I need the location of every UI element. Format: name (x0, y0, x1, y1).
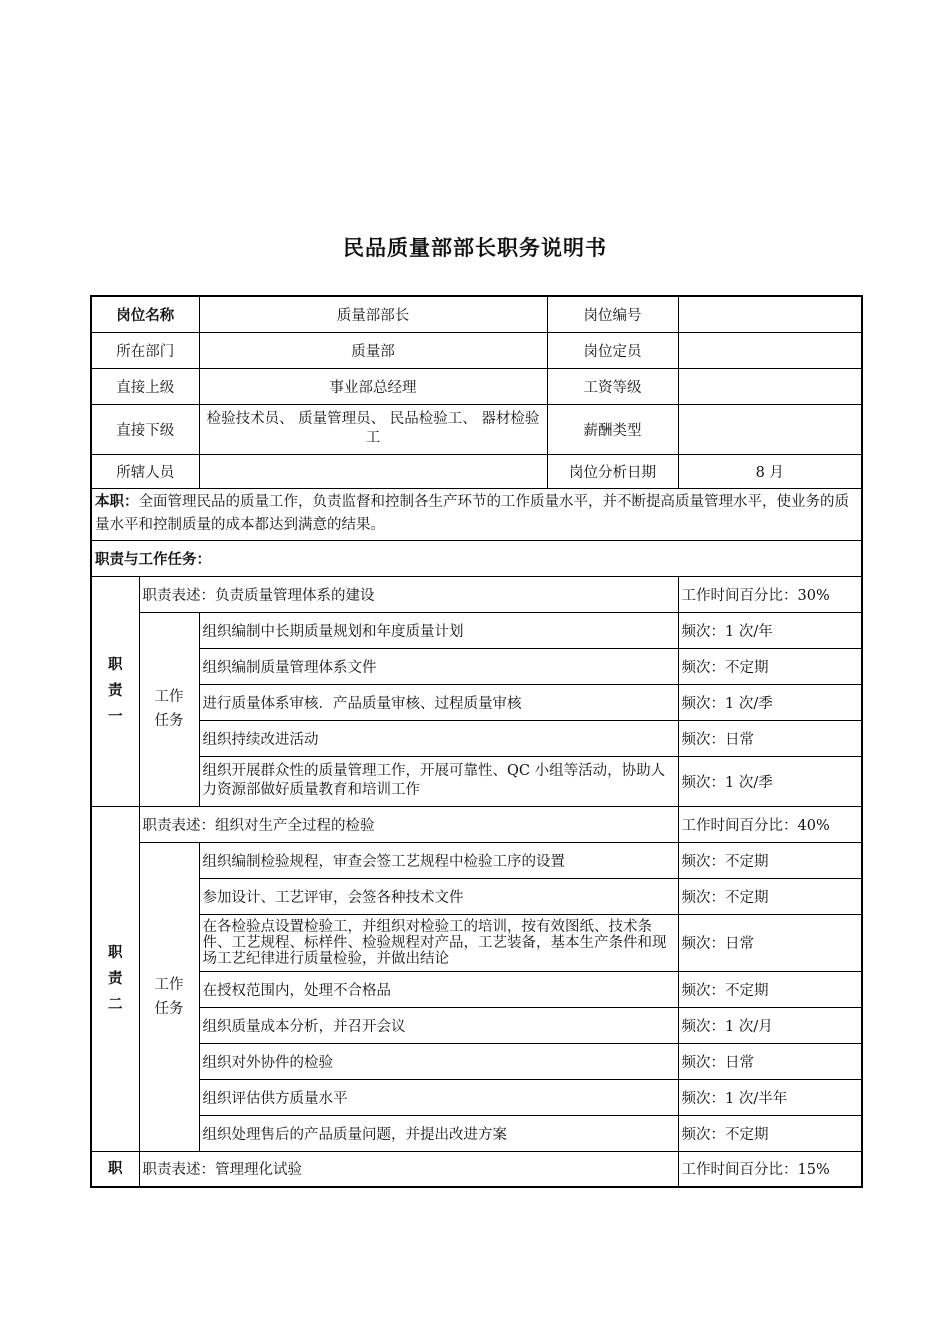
row-core-duty (91, 488, 862, 540)
duty-2-task-row (91, 1079, 862, 1115)
duty-3-percent: 工作时间百分比：15% (678, 1151, 862, 1187)
duty-1-task-4: 组织持续改进活动 (199, 720, 678, 756)
row-staff (91, 454, 862, 488)
duty-2-task-2: 参加设计、工艺评审，会签各种技术文件 (199, 878, 678, 914)
grade-value (678, 368, 862, 404)
staff-label: 所辖人员 (91, 454, 199, 488)
duty-1-desc-row (91, 576, 862, 612)
duty-1-task-row (91, 756, 862, 806)
duty-1-task-2: 组织编制质量管理体系文件 (199, 648, 678, 684)
salary-type-label: 薪酬类型 (547, 404, 678, 454)
duty-1-percent: 工作时间百分比：30% (678, 576, 862, 612)
duty-2-freq-5: 频次：1 次/月 (678, 1007, 862, 1043)
duty-2-task-row (91, 878, 862, 914)
duty-2-freq-1: 频次：不定期 (678, 842, 862, 878)
duty-2-label (91, 806, 139, 1151)
duty-1-task-label-2: 任务 (154, 713, 184, 729)
row-subordinate (91, 404, 862, 454)
duty-2-task-7: 组织评估供方质量水平 (199, 1079, 678, 1115)
duty-1-label (91, 576, 139, 806)
duty-2-task-label-1: 工作 (154, 976, 184, 993)
analysis-date-label: 岗位分析日期 (547, 454, 678, 488)
quota-value (678, 332, 862, 368)
duty-2-char-2: 责 (108, 970, 123, 987)
duty-1-task-label (139, 612, 199, 806)
duty-1-char-2: 责 (108, 683, 123, 699)
post-name-label: 岗位名称 (91, 296, 199, 332)
core-duty (91, 488, 862, 540)
duty-2-freq-8: 频次：不定期 (678, 1115, 862, 1151)
duty-1-task-row (91, 720, 862, 756)
duty-1-freq-3: 频次：1 次/季 (678, 684, 862, 720)
duty-2-desc-row (91, 806, 862, 842)
duty-1-task-row (91, 612, 862, 648)
duty-2-task-label-2: 任务 (154, 1000, 184, 1017)
subordinate-value: 检验技术员、 质量管理员、 民品检验工、 器材检验工 (199, 404, 547, 454)
duty-2-freq-6: 频次：日常 (678, 1043, 862, 1079)
duty-2-task-row (91, 1043, 862, 1079)
duty-2-percent: 工作时间百分比：40% (678, 806, 862, 842)
duty-2-desc: 职责表述：组织对生产全过程的检验 (139, 806, 678, 842)
post-name-value: 质量部部长 (199, 296, 547, 332)
subordinate-label: 直接下级 (91, 404, 199, 454)
duty-2-task-3: 在各检验点设置检验工，并组织对检验工的培训，按有效图纸、技术条件、工艺规程、标样件、检验规程对产品，工艺装备，基本生产条件和现场工艺纪律进行质量检验，并做出结论 (199, 914, 678, 971)
superior-value: 事业部总经理 (199, 368, 547, 404)
duty-1-task-1: 组织编制中长期质量规划和年度质量计划 (199, 612, 678, 648)
duty-2-task-row (91, 1007, 862, 1043)
duty-2-task-4: 在授权范围内，处理不合格品 (199, 971, 678, 1007)
duty-2-char-1: 职 (108, 944, 123, 961)
duty-1-task-3: 进行质量体系审核．产品质量审核、过程质量审核 (199, 684, 678, 720)
duty-2-char-3: 二 (108, 996, 123, 1013)
duty-2-freq-7: 频次：1 次/半年 (678, 1079, 862, 1115)
row-section-title (91, 540, 862, 576)
duty-2-freq-3: 频次：日常 (678, 914, 862, 971)
row-department (91, 332, 862, 368)
staff-value (199, 454, 547, 488)
duty-1-task-row (91, 648, 862, 684)
duty-1-char-3: 一 (108, 709, 123, 725)
quota-label: 岗位定员 (547, 332, 678, 368)
duty-1-desc: 职责表述：负责质量管理体系的建设 (139, 576, 678, 612)
duty-2-freq-4: 频次：不定期 (678, 971, 862, 1007)
duty-3-desc-row (91, 1151, 862, 1187)
superior-label: 直接上级 (91, 368, 199, 404)
duty-2-task-6: 组织对外协件的检验 (199, 1043, 678, 1079)
document-title: 民品质量部部长职务说明书 (343, 236, 607, 260)
duty-3-label: 职 (91, 1151, 139, 1187)
row-post-name (91, 296, 862, 332)
duty-2-task-8: 组织处理售后的产品质量问题，并提出改进方案 (199, 1115, 678, 1151)
duty-1-freq-1: 频次：1 次/年 (678, 612, 862, 648)
grade-label: 工资等级 (547, 368, 678, 404)
duty-1-char-1: 职 (108, 657, 123, 673)
duty-1-task-row (91, 684, 862, 720)
duty-2-task-label (139, 842, 199, 1151)
duty-3-desc: 职责表述：管理理化试验 (139, 1151, 678, 1187)
duty-1-task-label-1: 工作 (154, 689, 184, 705)
duty-2-task-row (91, 1115, 862, 1151)
duty-2-task-row (91, 842, 862, 878)
core-duty-label: 本职： (95, 494, 139, 510)
salary-type-value (678, 404, 862, 454)
analysis-date-value: 8 月 (678, 454, 862, 488)
duty-2-task-1: 组织编制检验规程，审查会签工艺规程中检验工序的设置 (199, 842, 678, 878)
post-no-value (678, 296, 862, 332)
duty-1-task-5: 组织开展群众性的质量管理工作，开展可靠性、QC 小组等活动，协助人力资源部做好质量教育和培训工作 (199, 756, 678, 806)
duty-2-task-5: 组织质量成本分析，并召开会议 (199, 1007, 678, 1043)
dept-label: 所在部门 (91, 332, 199, 368)
post-no-label: 岗位编号 (547, 296, 678, 332)
duty-1-freq-2: 频次：不定期 (678, 648, 862, 684)
duty-2-freq-2: 频次：不定期 (678, 878, 862, 914)
duty-2-task-row (91, 971, 862, 1007)
job-description-table (90, 295, 863, 1188)
duty-1-freq-5: 频次：1 次/季 (678, 756, 862, 806)
core-duty-text: 全面管理民品的质量工作，负责监督和控制各生产环节的工作质量水平，并不断提高质量管理水平，使业务的质量水平和控制质量的成本都达到满意的结果。 (95, 494, 849, 533)
duty-1-freq-4: 频次：日常 (678, 720, 862, 756)
dept-value: 质量部 (199, 332, 547, 368)
row-superior (91, 368, 862, 404)
duty-2-task-row (91, 914, 862, 971)
section-title: 职责与工作任务： (91, 540, 862, 576)
